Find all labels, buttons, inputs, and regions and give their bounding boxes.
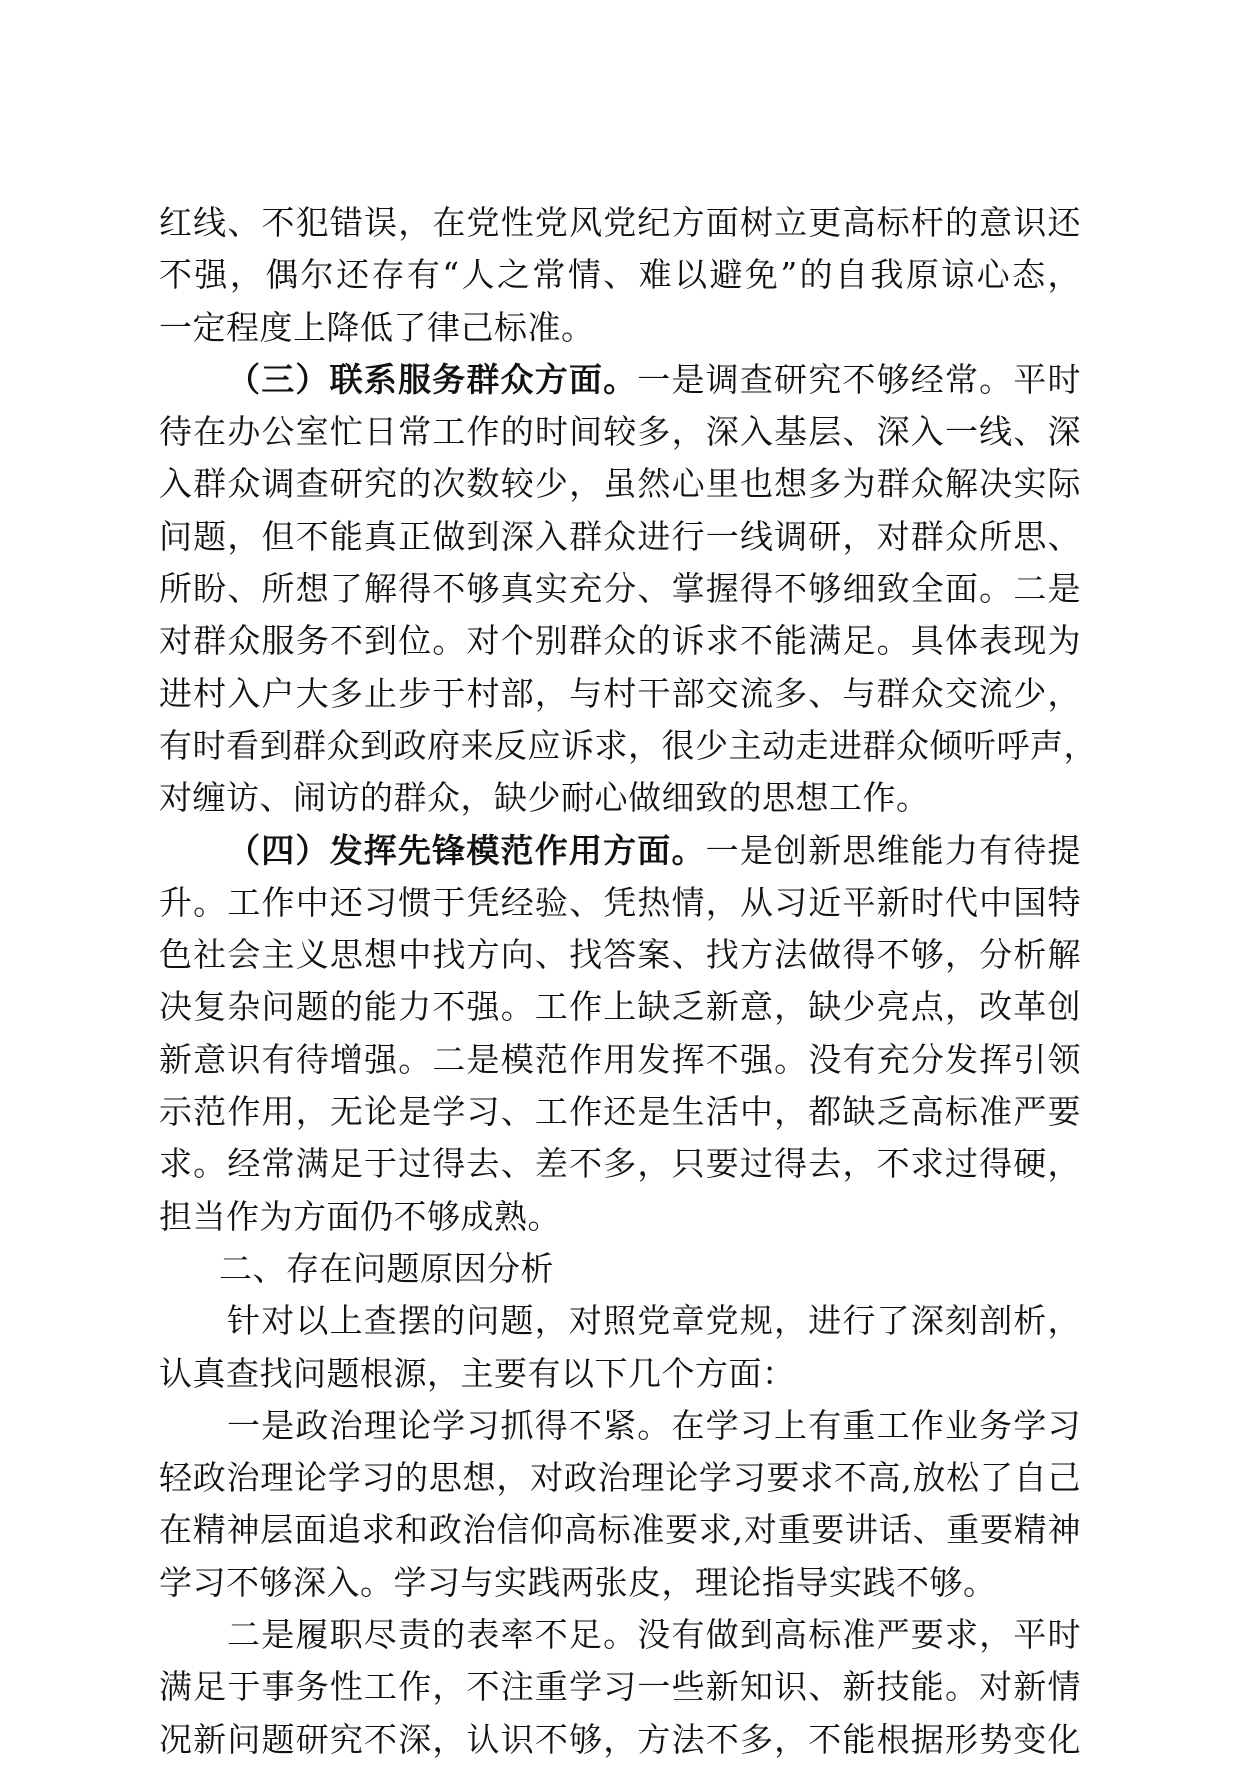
section-lead-rest: 一是调查研究不够经常。平时 [637, 359, 1081, 399]
paragraph-cause-2 [159, 1609, 1081, 1766]
text-line: 对群众服务不到位。对个别群众的诉求不能满足。具体表现为 [159, 621, 1081, 661]
text-line: 学习不够深入。学习与实践两张皮，理论指导实践不够。 [159, 1562, 997, 1602]
text-line [159, 825, 1081, 877]
section-lead: （四）发挥先锋模范作用方面。 [227, 830, 706, 870]
text-line: 不强，偶尔还存有“人之常情、难以避免”的自我原谅心态， [159, 255, 1081, 295]
text-line: 示范作用，无论是学习、工作还是生活中，都缺乏高标准严要 [159, 1092, 1081, 1132]
text-line: 针对以上查摆的问题，对照党章党规，进行了深刻剖析， [227, 1301, 1081, 1341]
text-line: 红线、不犯错误，在党性党风党纪方面树立更高标杆的意识还 [159, 203, 1081, 242]
text-line: 满足于事务性工作，不注重学习一些新知识、新技能。对新情 [159, 1667, 1081, 1707]
document-page [159, 197, 1097, 1766]
text-line: 色社会主义思想中找方向、找答案、找方法做得不够，分析解 [159, 935, 1081, 975]
text-line: 轻政治理论学习的思想，对政治理论学习要求不高,放松了自己 [159, 1458, 1081, 1498]
text-line: 有时看到群众到政府来反应诉求，很少主动走进群众倾听呼声， [159, 725, 1097, 765]
text-line: 一定程度上降低了律己标准。 [159, 307, 595, 347]
text-line: 一是政治理论学习抓得不紧。在学习上有重工作业务学习 [227, 1405, 1081, 1445]
text-line [159, 354, 1081, 406]
text-line: 在精神层面追求和政治信仰高标准要求,对重要讲话、重要精神 [159, 1510, 1081, 1550]
text-line: 求。经常满足于过得去、差不多，只要过得去，不求过得硬， [159, 1144, 1081, 1184]
text-line: 进村入户大多止步于村部，与村干部交流多、与群众交流少， [159, 673, 1081, 713]
paragraph-section-4 [159, 825, 1081, 1243]
paragraph-intro [159, 1295, 1081, 1400]
text-line: 入群众调查研究的次数较少，虽然心里也想多为群众解决实际 [159, 464, 1081, 504]
paragraph-section-3 [159, 354, 1097, 825]
text-line: 二是履职尽责的表率不足。没有做到高标准严要求，平时 [227, 1615, 1081, 1655]
text-line: 决复杂问题的能力不强。工作上缺乏新意，缺少亮点，改革创 [159, 987, 1081, 1027]
text-line: 升。工作中还习惯于凭经验、凭热情，从习近平新时代中国特 [159, 882, 1081, 922]
paragraph-continuation [159, 197, 1081, 354]
section-lead: （三）联系服务群众方面。 [227, 359, 638, 399]
text-line: 况新问题研究不深，认识不够，方法不多，不能根据形势变化 [159, 1719, 1081, 1759]
text-line: 问题，但不能真正做到深入群众进行一线调研，对群众所思、 [159, 516, 1081, 556]
text-line: 认真查找问题根源，主要有以下几个方面： [159, 1353, 796, 1393]
text-line: 所盼、所想了解得不够真实充分、掌握得不够细致全面。二是 [159, 569, 1081, 609]
section-lead-rest: 一是创新思维能力有待提 [705, 830, 1081, 870]
text-line: 担当作为方面仍不够成熟。 [159, 1196, 561, 1236]
text-line: 待在办公室忙日常工作的时间较多，深入基层、深入一线、深 [159, 412, 1081, 452]
paragraph-cause-1 [159, 1400, 1081, 1609]
text-line: 对缠访、闹访的群众，缺少耐心做细致的思想工作。 [159, 778, 930, 818]
section-heading: 二、存在问题原因分析 [219, 1248, 554, 1288]
text-line: 新意识有待增强。二是模范作用发挥不强。没有充分发挥引领 [159, 1039, 1081, 1079]
